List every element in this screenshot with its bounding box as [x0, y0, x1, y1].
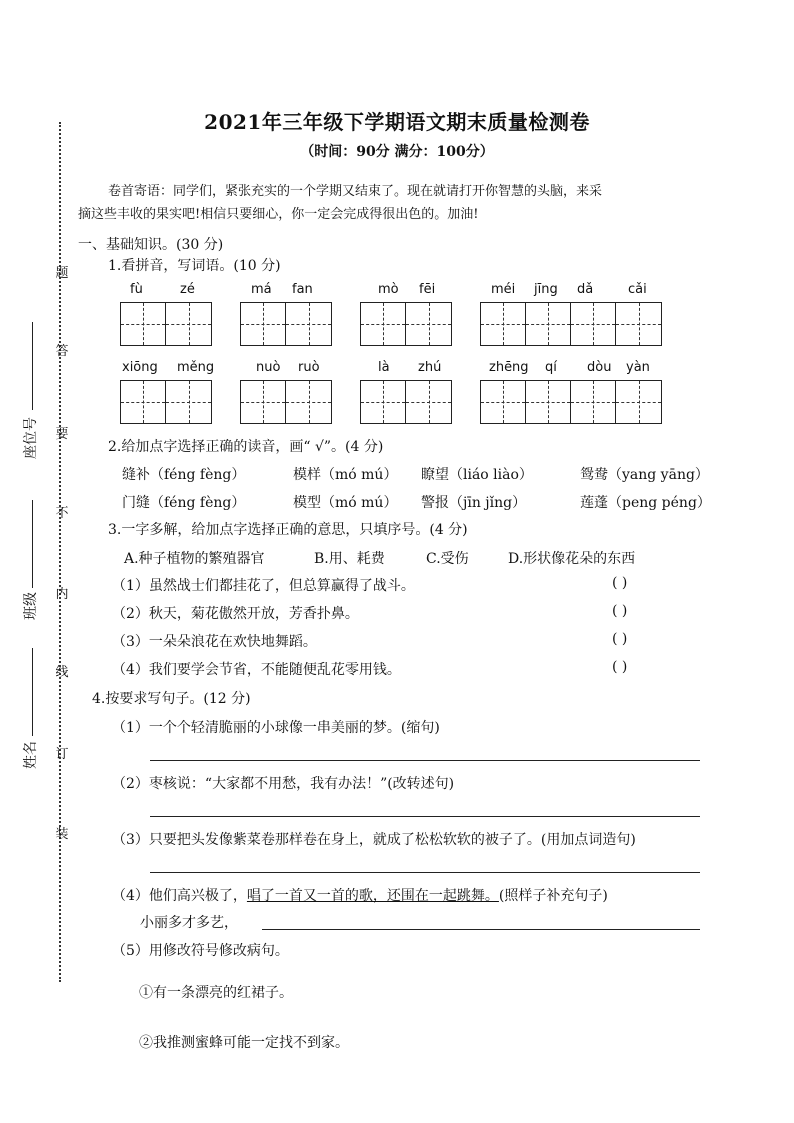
q2-label: 2.给加点字选择正确的读音，画“ √”。(4 分): [108, 439, 384, 455]
pinyin-8-4: yàn: [626, 360, 650, 375]
binding-dotted-line: [59, 122, 61, 982]
page-title: 2021年三年级下学期语文期末质量检测卷: [204, 110, 590, 134]
q2-item-8[interactable]: 莲蓬（peng péng）: [580, 495, 711, 511]
pinyin-4-3: dǎ: [577, 282, 594, 297]
binding-char-1: 题: [55, 266, 69, 281]
q4-s4-prefix: （4）他们高兴极了，: [112, 888, 247, 904]
seat-number-label: 座位号: [23, 417, 39, 459]
exam-time-score: （时间：90分 满分：100分）: [300, 144, 494, 160]
q4-s5-sentence-1[interactable]: ①有一条漂亮的红裙子。: [139, 985, 293, 1001]
q4-answer-line-2[interactable]: [150, 816, 700, 817]
q4-s5-sentence-2[interactable]: ②我推测蜜蜂可能一定找不到家。: [139, 1035, 349, 1051]
q3-label: 3.一字多解，给加点字选择正确的意思，只填序号。(4 分): [108, 522, 468, 538]
q4-sentence-2: （2）枣核说：“大家都不用愁，我有办法！”(改转述句): [112, 776, 455, 792]
q4-answer-line-3[interactable]: [150, 872, 700, 873]
pinyin-8-3: dòu: [587, 360, 612, 375]
pinyin-5-1: xiōng: [122, 360, 158, 375]
q4-sentence-5: （5）用修改符号修改病句。: [112, 943, 289, 959]
pinyin-8-2: qí: [545, 360, 557, 375]
pinyin-8-1: zhēng: [489, 360, 529, 375]
pinyin-3-2: fēi: [419, 282, 436, 297]
q2-item-4[interactable]: 鸳鸯（yang yāng）: [580, 467, 709, 483]
pinyin-1-1: fù: [130, 282, 143, 297]
name-label: 姓名: [23, 741, 39, 769]
write-grid-7[interactable]: [360, 380, 452, 424]
q3-item-1: （1）虽然战士们都挂花了，但总算赢得了战斗。: [112, 578, 415, 594]
pinyin-4-2: jīng: [534, 282, 558, 297]
q2-item-1[interactable]: 缝补（féng fèng）: [122, 467, 246, 483]
binding-char-5: 内: [55, 587, 69, 602]
write-grid-3[interactable]: [360, 302, 452, 346]
write-grid-1[interactable]: [120, 302, 212, 346]
pinyin-3-1: mò: [378, 282, 399, 297]
pinyin-4-4: cǎi: [628, 282, 647, 297]
binding-char-4: 不: [55, 506, 69, 521]
pinyin-6-1: nuò: [256, 360, 281, 375]
q3-answer-2[interactable]: ( ): [612, 603, 628, 619]
binding-char-7: 订: [55, 747, 69, 762]
q4-sentence-4: [112, 885, 608, 905]
intro-message: [78, 180, 724, 226]
name-line: [32, 648, 33, 736]
q2-item-5[interactable]: 门缝（féng fèng）: [122, 495, 246, 511]
pinyin-7-2: zhú: [418, 360, 442, 375]
intro-line-2: 摘这些丰收的果实吧!相信只要细心，你一定会完成得很出色的。加油!: [78, 207, 479, 222]
pinyin-2-2: fan: [292, 282, 313, 297]
q4-sentence-1: （1）一个个轻清脆丽的小球像一串美丽的梦。(缩句): [112, 720, 440, 736]
q2-item-3[interactable]: 瞭望（liáo liào）: [421, 467, 533, 483]
q3-answer-4[interactable]: ( ): [612, 659, 628, 675]
q4-s4-example: 唱了一首又一首的歌，还围在一起跳舞。: [246, 888, 499, 904]
seat-number-line: [32, 322, 33, 410]
pinyin-2-1: má: [251, 282, 272, 297]
q3-option-a: A.种子植物的繁殖器官: [124, 551, 265, 567]
binding-char-3: 要: [55, 427, 69, 442]
q4-s4-suffix: (照样子补充句子): [498, 888, 608, 904]
pinyin-6-2: ruò: [298, 360, 320, 375]
q3-item-4: （4）我们要学会节省，不能随便乱花零用钱。: [112, 662, 401, 678]
class-line: [32, 500, 33, 588]
pinyin-7-1: là: [378, 360, 390, 375]
q2-item-2[interactable]: 模样（mó mú）: [293, 467, 398, 483]
pinyin-5-2: měng: [177, 360, 215, 375]
intro-line-1: 卷首寄语：同学们，紧张充实的一个学期又结束了。现在就请打开你智慧的头脑，来采: [108, 184, 603, 199]
q2-item-7[interactable]: 警报（jīn jǐng）: [421, 495, 527, 511]
binding-char-8: 装: [55, 827, 69, 842]
q1-label: 1.看拼音，写词语。(10 分): [108, 258, 281, 274]
section-1-heading: 一、基础知识。(30 分): [78, 237, 224, 253]
q3-item-3: （3）一朵朵浪花在欢快地舞蹈。: [112, 634, 317, 650]
write-grid-6[interactable]: [240, 380, 332, 424]
write-grid-4[interactable]: [480, 302, 662, 346]
q3-option-b: B.用、耗费: [314, 551, 385, 567]
q4-answer-line-1[interactable]: [150, 760, 700, 761]
q3-option-c: C.受伤: [426, 551, 469, 567]
q4-s4-line2: 小丽多才多艺，: [140, 915, 238, 931]
pinyin-4-1: méi: [491, 282, 516, 297]
pinyin-1-2: zé: [180, 282, 195, 297]
q3-item-2: （2）秋天，菊花傲然开放，芳香扑鼻。: [112, 606, 359, 622]
q2-item-6[interactable]: 模型（mó mú）: [293, 495, 398, 511]
write-grid-8[interactable]: [480, 380, 662, 424]
write-grid-2[interactable]: [240, 302, 332, 346]
q3-answer-1[interactable]: ( ): [612, 575, 628, 591]
q4-label: 4.按要求写句子。(12 分): [92, 691, 251, 707]
q3-answer-3[interactable]: ( ): [612, 631, 628, 647]
q3-option-d: D.形状像花朵的东西: [508, 551, 636, 567]
binding-char-2: 答: [55, 344, 69, 359]
write-grid-5[interactable]: [120, 380, 212, 424]
binding-char-6: 线: [55, 665, 69, 680]
q4-sentence-3: （3）只要把头发像紫菜卷那样卷在身上，就成了松松软软的被子了。(用加点词造句): [112, 832, 636, 848]
class-label: 班级: [23, 592, 39, 620]
q4-answer-line-4[interactable]: [262, 929, 700, 930]
